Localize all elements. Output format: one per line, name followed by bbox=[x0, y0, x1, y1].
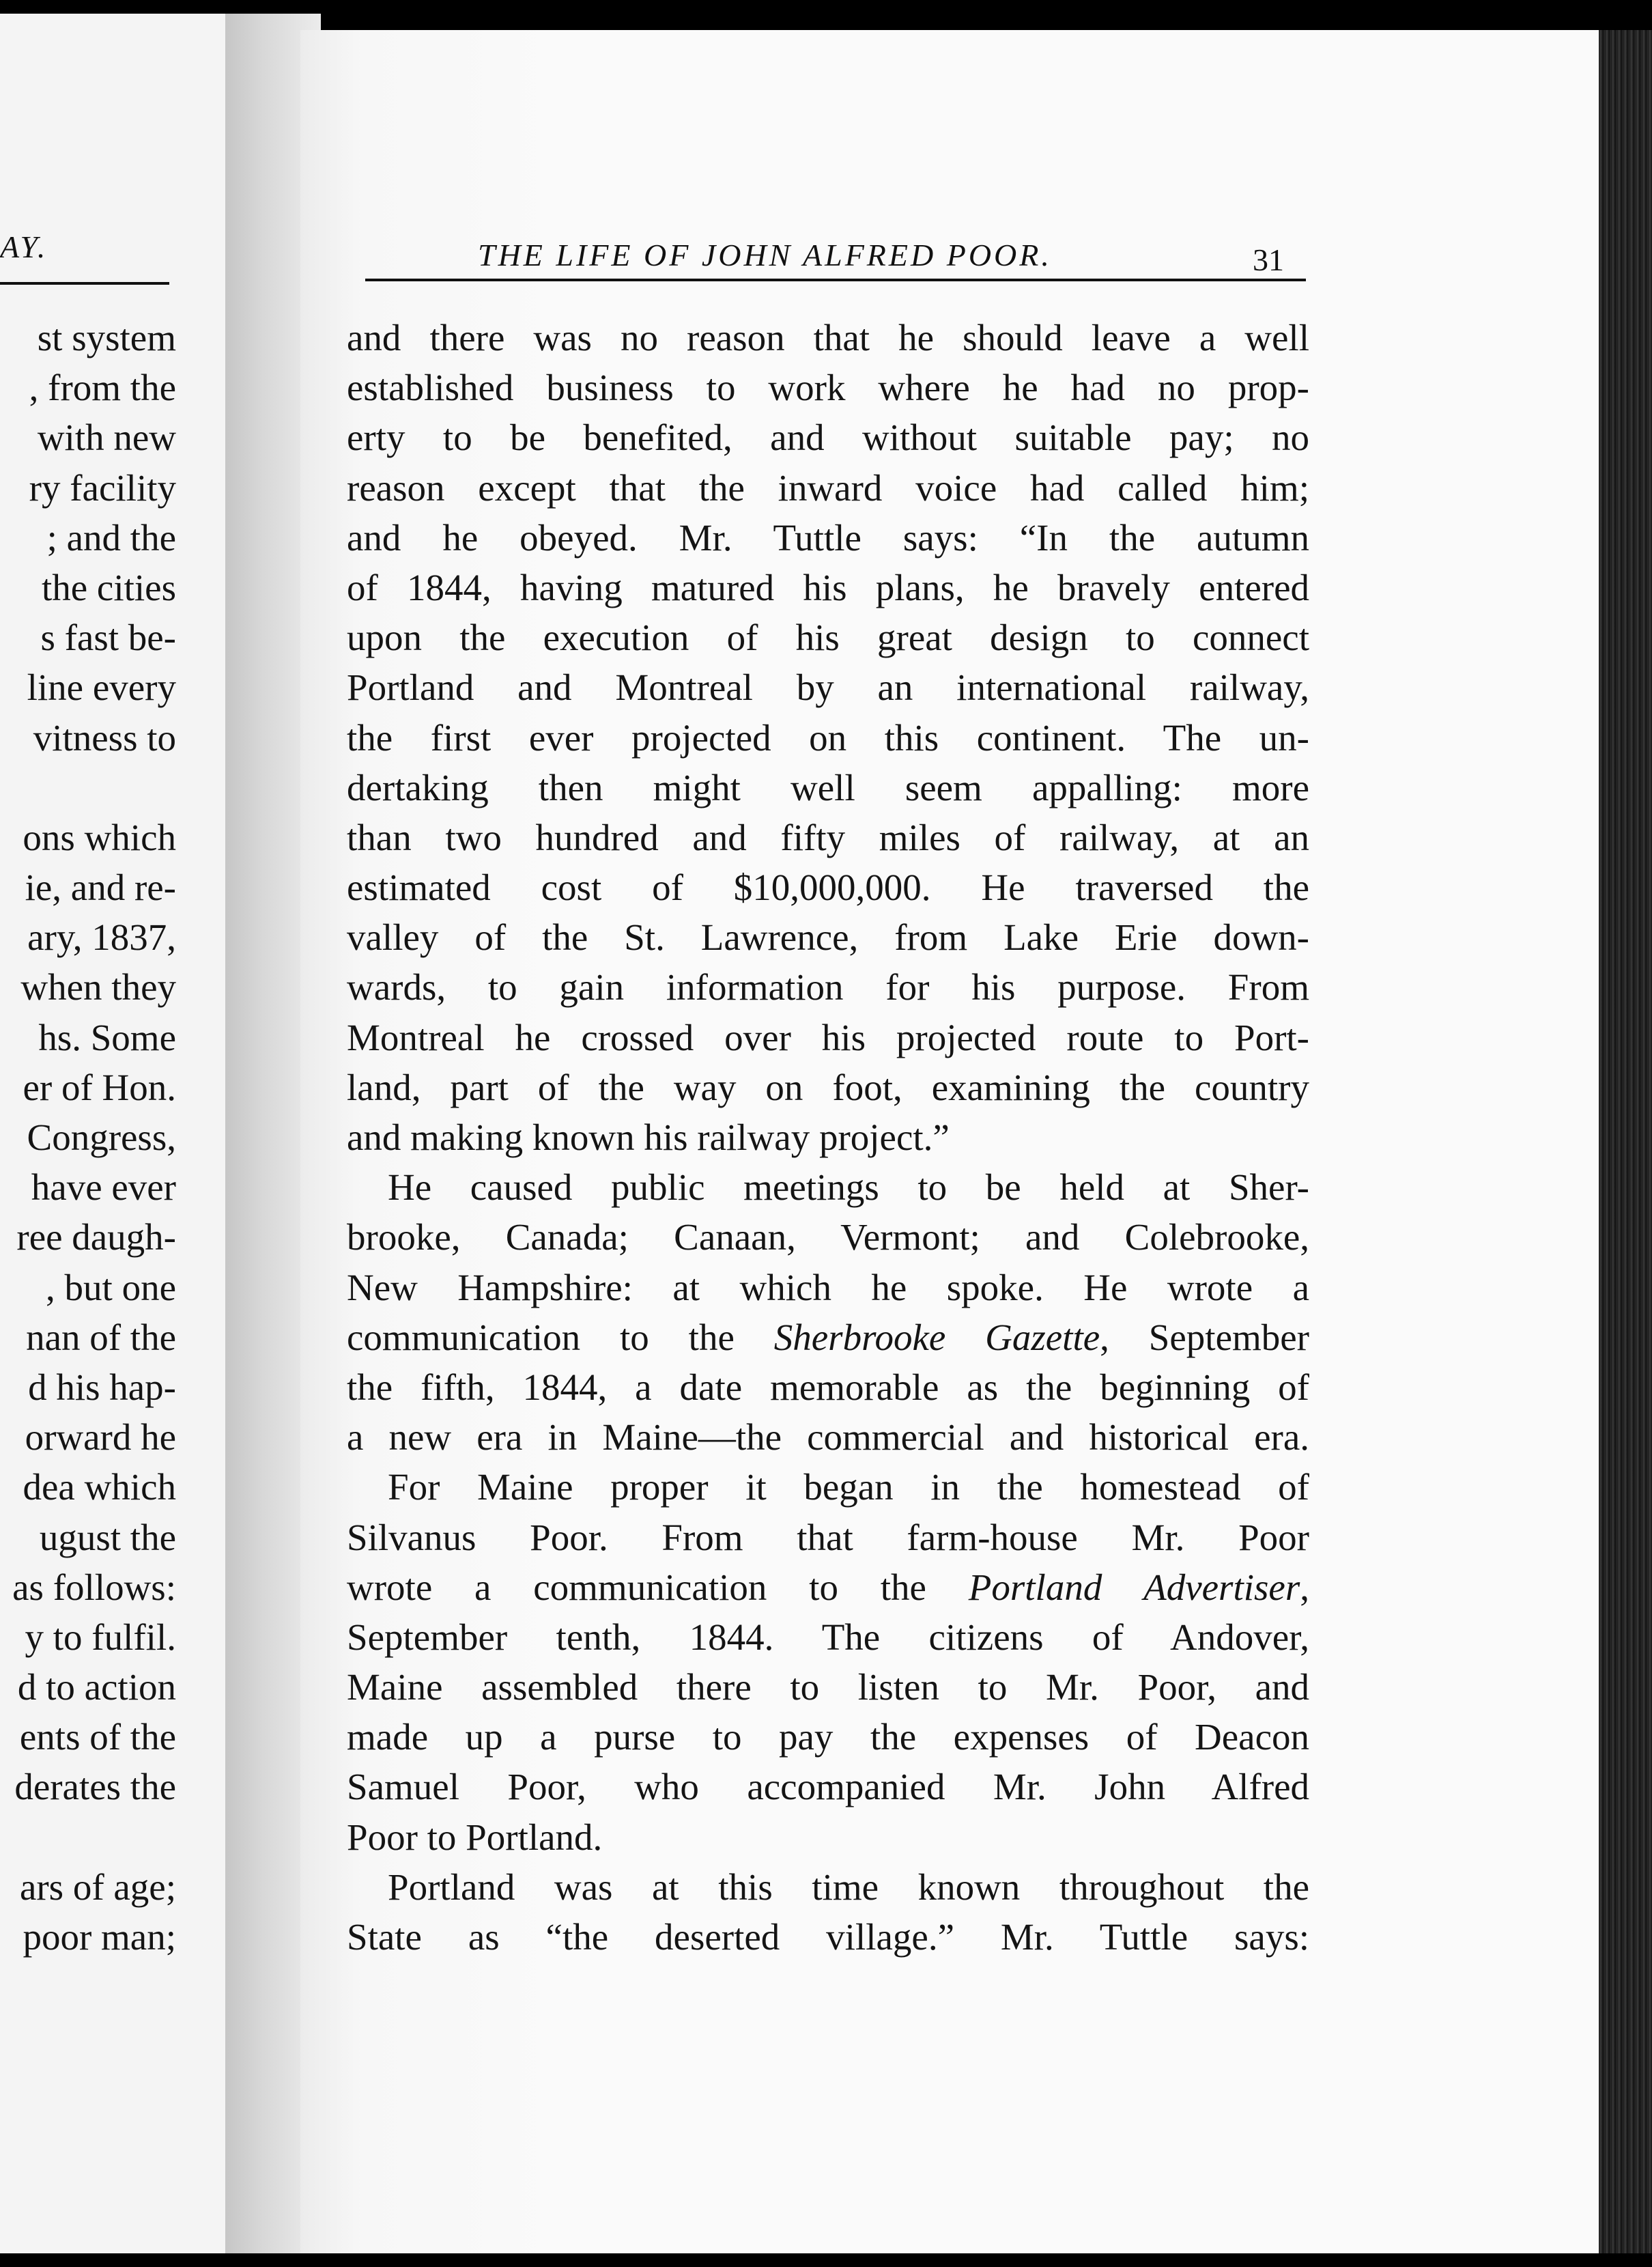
facing-page-head-rule bbox=[0, 282, 169, 285]
facing-page-line: poor man; bbox=[23, 1916, 176, 1958]
text-line: dertaking then might well seem appalling: more bbox=[347, 766, 1309, 808]
facing-page-line: Congress, bbox=[27, 1116, 176, 1158]
text-line: valley of the St. Lawrence, from Lake Erie down- bbox=[347, 916, 1309, 959]
facing-page-line: ; and the bbox=[46, 516, 176, 559]
facing-page-line: derates the bbox=[14, 1766, 176, 1808]
facing-page-line: dea which bbox=[23, 1466, 176, 1508]
facing-page-line: y to fulfil. bbox=[25, 1616, 176, 1658]
text-line: estimated cost of $10,000,000. He traversed the bbox=[347, 867, 1309, 909]
gazette-line bbox=[347, 1312, 1309, 1362]
text-line: upon the execution of his great design to connect bbox=[347, 617, 1309, 659]
facing-page-line: , from the bbox=[29, 367, 176, 409]
facing-page-line: as follows: bbox=[12, 1566, 176, 1608]
facing-page-line: s fast be- bbox=[40, 617, 176, 659]
facing-page-line: vitness to bbox=[33, 716, 176, 759]
sherbrooke-gazette-title: Sherbrooke Gazette bbox=[773, 1316, 1100, 1358]
text-line: a new era in Maine—the commercial and historical era. bbox=[347, 1416, 1309, 1459]
text-line: September tenth, 1844. The citizens of Andover, bbox=[347, 1616, 1309, 1658]
text-line: brooke, Canada; Canaan, Vermont; and Colebrooke, bbox=[347, 1216, 1309, 1258]
facing-page-line: ree daugh- bbox=[16, 1216, 176, 1258]
facing-page-line: nan of the bbox=[26, 1316, 176, 1358]
facing-page-running-head: AY. bbox=[0, 229, 48, 264]
facing-page-line: , but one bbox=[46, 1266, 176, 1308]
facing-page-line bbox=[0, 1812, 176, 1862]
facing-page-line: ars of age; bbox=[19, 1865, 176, 1908]
facing-page-line: ugust the bbox=[39, 1516, 176, 1558]
paragraph-start-line: For Maine proper it began in the homestead of bbox=[388, 1466, 1309, 1508]
paragraph-end-line: and making known his railway project.” bbox=[347, 1116, 950, 1158]
page-edge bbox=[1599, 30, 1652, 2253]
text-line: land, part of the way on foot, examining the country bbox=[347, 1066, 1309, 1108]
page-number: 31 bbox=[1253, 242, 1284, 277]
facing-page-line: with new bbox=[37, 417, 176, 459]
facing-page-line: ons which bbox=[23, 816, 176, 858]
facing-page-line: er of Hon. bbox=[23, 1066, 176, 1108]
text-line: State as “the deserted village.” Mr. Tuttle says: bbox=[347, 1916, 1309, 1958]
facing-page-line: ents of the bbox=[19, 1716, 176, 1758]
paragraph-start-line: Portland was at this time known throughout the bbox=[388, 1865, 1309, 1908]
text-line: established business to work where he had no prop- bbox=[347, 367, 1309, 409]
facing-page-line: d his hap- bbox=[28, 1366, 176, 1408]
text-line: wards, to gain information for his purpose. From bbox=[347, 966, 1309, 1009]
facing-page-line: d to action bbox=[17, 1666, 176, 1708]
advertiser-after: , bbox=[1300, 1566, 1309, 1608]
text-line: Montreal he crossed over his projected route to Port- bbox=[347, 1016, 1309, 1058]
text-line: Portland and Montreal by an international railway, bbox=[347, 666, 1309, 709]
facing-page-line: line every bbox=[27, 666, 176, 709]
text-line: the first ever projected on this continent. The un- bbox=[347, 716, 1309, 759]
facing-page-line: orward he bbox=[25, 1416, 176, 1459]
running-head: THE LIFE OF JOHN ALFRED POOR. bbox=[478, 238, 1052, 272]
advertiser-line bbox=[347, 1562, 1309, 1612]
text-line: and he obeyed. Mr. Tuttle says: “In the autumn bbox=[347, 516, 1309, 559]
text-line: the fifth, 1844, a date memorable as the beginning of bbox=[347, 1366, 1309, 1408]
facing-page-line: have ever bbox=[31, 1166, 176, 1209]
text-line: made up a purse to pay the expenses of Deacon bbox=[347, 1716, 1309, 1758]
facing-page-text bbox=[0, 313, 176, 1962]
paragraph-end-line: Poor to Portland. bbox=[347, 1816, 603, 1858]
text-line: Maine assembled there to listen to Mr. Poor, and bbox=[347, 1666, 1309, 1708]
facing-page bbox=[0, 14, 236, 2253]
head-rule bbox=[365, 279, 1306, 281]
text-line: and there was no reason that he should leave a well bbox=[347, 317, 1309, 358]
gazette-before: communication to the bbox=[347, 1316, 774, 1358]
facing-page-line: when they bbox=[20, 966, 176, 1009]
portland-advertiser-title: Portland Advertiser bbox=[968, 1566, 1300, 1608]
body-text bbox=[347, 313, 1309, 1962]
facing-page-line: ary, 1837, bbox=[27, 916, 176, 959]
facing-page-line: ry facility bbox=[29, 466, 176, 509]
text-line: than two hundred and fifty miles of railway, at an bbox=[347, 816, 1309, 858]
advertiser-before: wrote a communication to the bbox=[347, 1566, 969, 1608]
text-line: Silvanus Poor. From that farm-house Mr. Poor bbox=[347, 1516, 1309, 1558]
facing-page-line: hs. Some bbox=[38, 1016, 176, 1058]
gazette-after: , September bbox=[1100, 1316, 1309, 1358]
text-line: New Hampshire: at which he spoke. He wrote a bbox=[347, 1266, 1309, 1308]
facing-page-line: ie, and re- bbox=[25, 867, 176, 909]
paragraph-start-line: He caused public meetings to be held at Sher- bbox=[388, 1166, 1309, 1209]
facing-page-line: st system bbox=[37, 317, 176, 358]
facing-page-line bbox=[0, 763, 176, 813]
text-line: of 1844, having matured his plans, he bravely entered bbox=[347, 566, 1309, 608]
text-line: Samuel Poor, who accompanied Mr. John Alfred bbox=[347, 1766, 1309, 1808]
facing-page-line: the cities bbox=[41, 566, 176, 608]
text-line: erty to be benefited, and without suitable pay; no bbox=[347, 417, 1309, 459]
text-line: reason except that the inward voice had called him; bbox=[347, 466, 1309, 509]
